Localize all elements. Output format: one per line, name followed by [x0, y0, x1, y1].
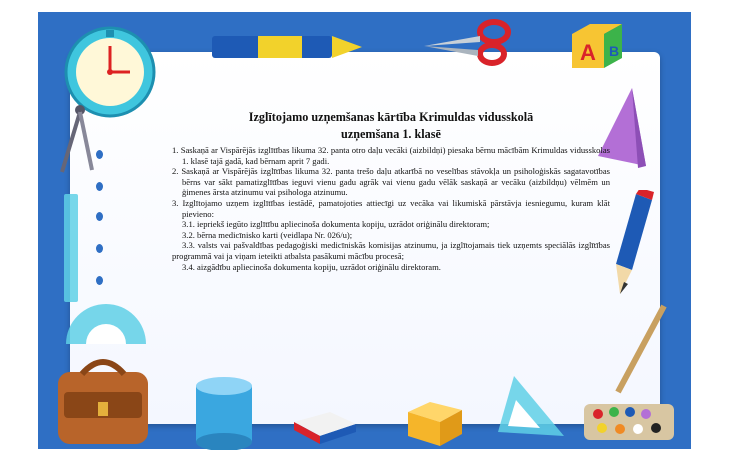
- set-square-icon: [494, 372, 570, 442]
- rule-subitem-3-2: 3.2. bērna medicīnisko karti (veidlapa Nr. 026/u);: [182, 229, 353, 240]
- binding-hole: [96, 244, 103, 253]
- rule-subitem-3-1: 3.1. iepriekš iegūto izglītību apliecinoša dokumenta kopiju, uzrādot oriģinālu direktoram;: [182, 219, 490, 230]
- binding-hole: [96, 182, 103, 191]
- block-letter-a: A: [580, 40, 596, 65]
- crayon-icon: [208, 28, 368, 68]
- rule-subitem-3-4: 3.4. aizgādību apliecinoša dokumenta kopiju, uzrādot oriģinālu direktoram.: [182, 261, 441, 272]
- school-bag-icon: [44, 352, 160, 448]
- cylinder-icon: [190, 374, 260, 450]
- scissors-icon: [418, 16, 514, 68]
- binding-hole: [96, 212, 103, 221]
- protractor-icon: [60, 300, 150, 350]
- cube-icon: [400, 398, 470, 450]
- admission-document: [172, 110, 610, 272]
- alphabet-blocks-icon: [560, 22, 640, 88]
- binding-hole: [96, 276, 103, 285]
- document-title-line1: Izglītojamo uzņemšanas kārtība Krimuldas vidusskolā: [248, 110, 534, 124]
- paint-palette-icon: [578, 300, 678, 450]
- rule-item-3: 3. Izglītojamo uzņem izglītības iestādē, pamatojoties attiecīgi uz vecāka vai likumiskā pārstāvja iesniegumu, kuram klāt pievieno:: [172, 197, 610, 219]
- ruler-icon: [58, 190, 88, 310]
- rule-subitem-3-3: 3.3. valsts vai pašvaldības pedagoģiski medicīniskās komisijas atzinumu, ja izglītojamais tiek uzņemts speciālās izglītības programmā vai ja viņam ieteikti atbalsta pasākumi mācību procesā;: [172, 240, 610, 261]
- rule-item-2: 2. Saskaņā ar Vispārējās izglītības likuma 32. panta trešo daļu atkarībā no veselības stāvokļa un psiholoģiskās sagatavotības bērns var sākt pamatizglītības ieguvi vienu gadu agrāk vai vienu gadu vēlāk saskaņā ar vecāku (aizbildņu) vēlmēm un ģimenes ārsta atzinumu vai psihologa atzinumu.: [172, 166, 610, 198]
- compass-icon: [52, 100, 102, 180]
- block-letter-b: B: [608, 43, 620, 59]
- pencil-icon: [606, 190, 666, 300]
- eraser-icon: [290, 408, 360, 448]
- document-title-line2: uzņemšana 1. klasē: [341, 127, 441, 141]
- rule-item-1: 1. Saskaņā ar Vispārējās izglītības likuma 32. panta otro daļu vecāki (aizbildņi) piesaka bērnu mācībām Krimuldas vidusskolas 1. klasē tajā gadā, kad bērnam aprit 7 gadi.: [172, 145, 610, 166]
